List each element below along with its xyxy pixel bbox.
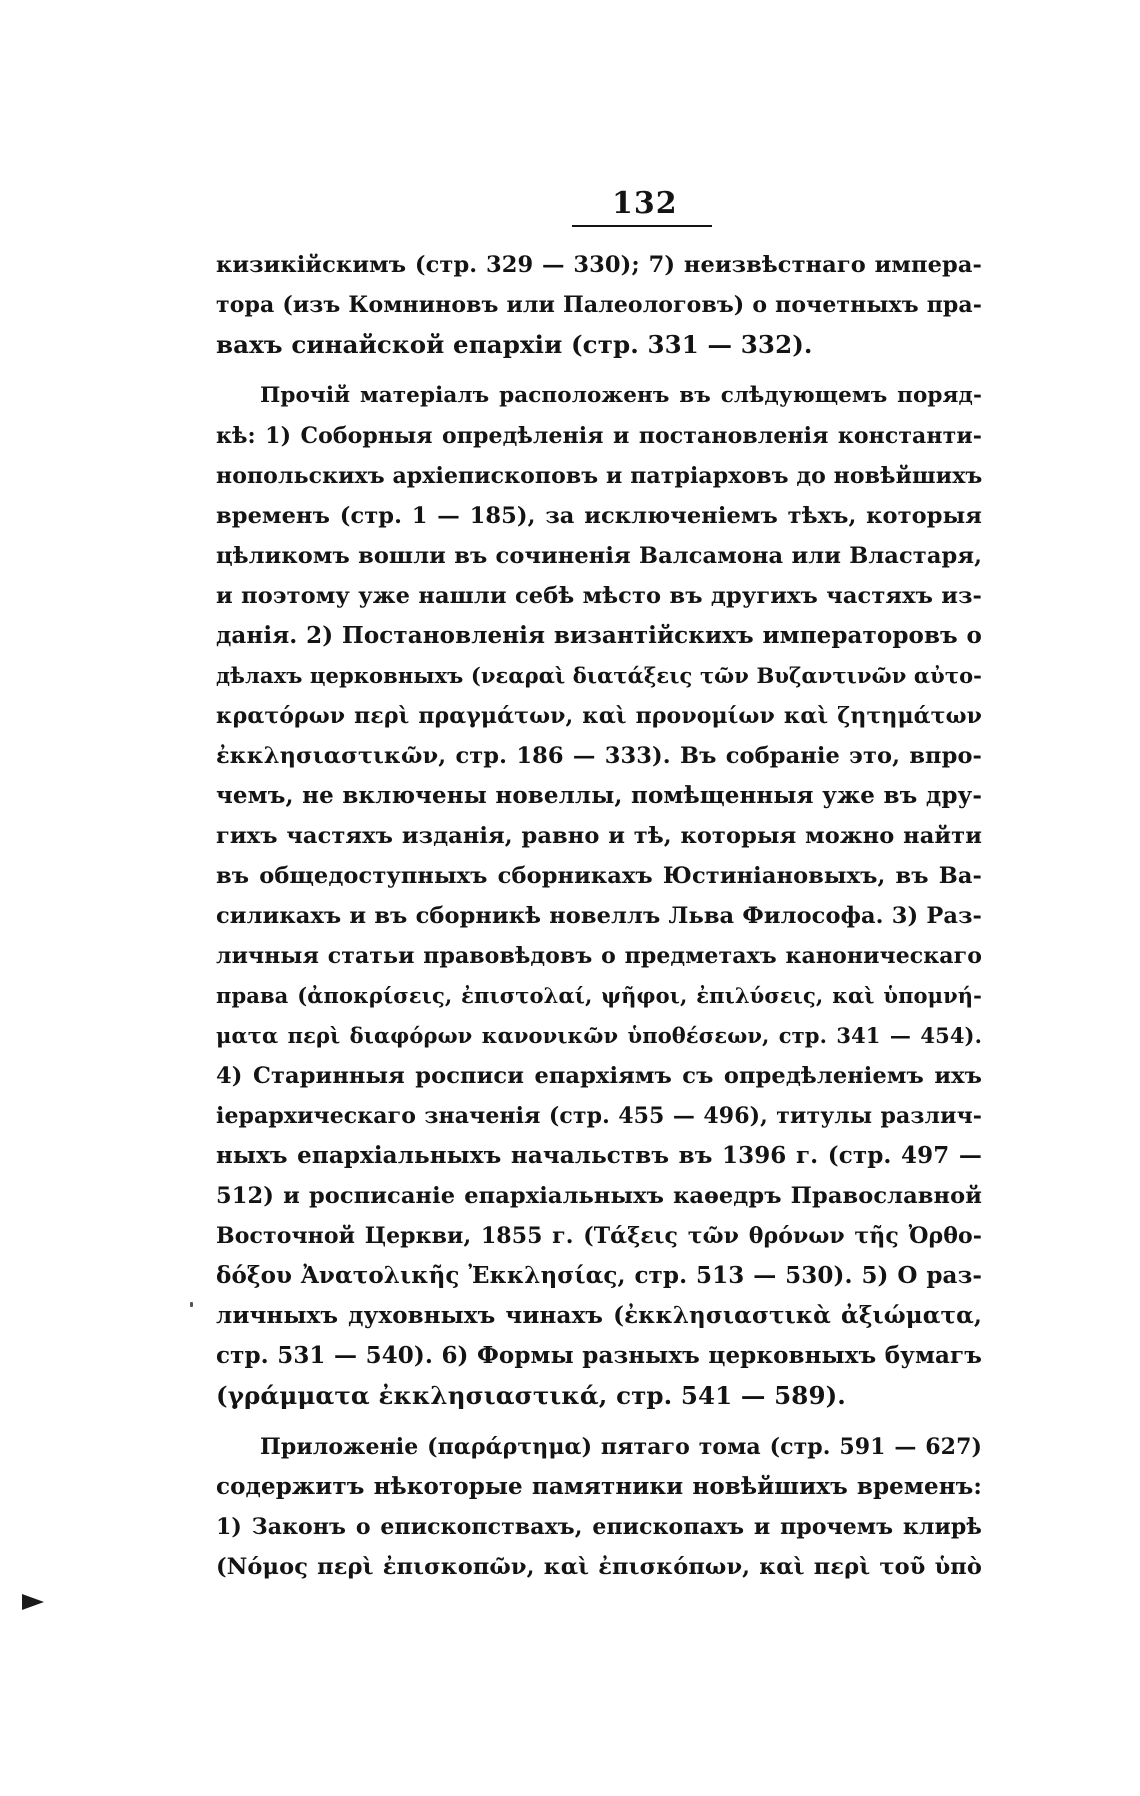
text-line: данія. 2) Постановленія византійскихъ императоровъ о xyxy=(216,622,982,649)
paragraph-gap xyxy=(216,1416,982,1427)
text-line: личныя статьи правовѣдовъ о предметахъ каноническаго xyxy=(216,943,982,969)
text-line: кѣ: 1) Соборныя опредѣленія и постановленія константи- xyxy=(216,423,982,449)
text-line: Прочій матеріалъ расположенъ въ слѣдующемъ поряд- xyxy=(260,383,982,408)
text-line: цѣликомъ вошли въ сочиненія Валсамона или Властаря, xyxy=(216,543,982,569)
text-line: стр. 531 — 540). 6) Формы разныхъ церковныхъ бумагъ xyxy=(216,1342,982,1369)
header-rule xyxy=(572,225,712,227)
text-line: содержитъ нѣкоторые памятники новѣйшихъ временъ: xyxy=(216,1473,982,1500)
text-line: нопольскихъ архіепископовъ и патріарховъ до новѣйшихъ xyxy=(216,463,982,489)
text-line: тора (изъ Комниновъ или Палеологовъ) о почетныхъ пра- xyxy=(216,292,982,318)
text-line: дѣлахъ церковныхъ (νεαραὶ διατάξεις τῶν Βυζαντινῶν αὐτο- xyxy=(216,663,982,688)
text-line: κρατόρων περὶ πραγμάτων, καὶ προνομίων καὶ ζητημάτων xyxy=(216,703,982,729)
text-line: временъ (стр. 1 — 185), за исключеніемъ тѣхъ, которыя xyxy=(216,503,982,529)
page-number: 132 xyxy=(612,186,678,221)
text-line: вахъ синайской епархіи (стр. 331 — 332). xyxy=(216,330,813,359)
text-line: чемъ, не включены новеллы, помѣщенныя уже въ дру- xyxy=(216,782,982,809)
text-line: δόξου Ἀνατολικῆς Ἐκκλησίας, стр. 513 — 530). 5) О раз- xyxy=(216,1262,982,1289)
text-line: 1) Законъ о епископствахъ, епископахъ и прочемъ клирѣ xyxy=(216,1514,982,1540)
paragraph-2 xyxy=(216,376,982,1416)
text-line: 4) Старинныя росписи епархіямъ съ опредѣленіемъ ихъ xyxy=(216,1063,982,1089)
text-line: Приложеніе (παράρτημα) пятаго тома (стр. 591 — 627) xyxy=(260,1434,982,1460)
print-speck xyxy=(190,1302,193,1307)
text-line: ματα περὶ διαφόρων κανονικῶν ὑποθέσεων, стр. 341 — 454). xyxy=(216,1023,982,1048)
text-line: (Νόμος περὶ ἐπισκοπῶν, καὶ ἐπισκόπων, καὶ περὶ τοῦ ὑπὸ xyxy=(216,1554,982,1580)
text-line: въ общедоступныхъ сборникахъ Юстиніановыхъ, въ Ва- xyxy=(216,863,982,889)
text-line: ἐκκλησιαστικῶν, стр. 186 — 333). Въ собраніе это, впро- xyxy=(216,743,982,769)
text-line: и поэтому уже нашли себѣ мѣсто въ другихъ частяхъ из- xyxy=(216,583,982,609)
text-line: іерархическаго значенія (стр. 455 — 496), титулы различ- xyxy=(216,1103,982,1129)
text-line: личныхъ духовныхъ чинахъ (ἐκκλησιαστικὰ ἀξιώματα, xyxy=(216,1302,982,1329)
text-line: ныхъ епархіальныхъ начальствъ въ 1396 г. (стр. 497 — xyxy=(216,1142,982,1169)
text-line: кизикійскимъ (стр. 329 — 330); 7) неизвѣстнаго импера- xyxy=(216,252,982,278)
paragraph-1 xyxy=(216,245,982,365)
body-text xyxy=(216,245,982,1587)
paragraph-3 xyxy=(216,1427,982,1587)
text-line: Восточной Церкви, 1855 г. (Τάξεις τῶν θρόνων τῆς Ὀρθο- xyxy=(216,1223,982,1249)
paragraph-gap xyxy=(216,365,982,376)
text-line: (γράμματα ἐκκλησιαστικά, стр. 541 — 589). xyxy=(216,1381,846,1410)
text-line: гихъ частяхъ изданія, равно и тѣ, которыя можно найти xyxy=(216,823,982,849)
page-edge-marker-icon xyxy=(22,1594,44,1610)
text-line: права (ἀποκρίσεις, ἐπιστολαί, ψῆφοι, ἐπιλύσεις, καὶ ὑπομνή- xyxy=(216,983,982,1008)
text-line: силикахъ и въ сборникѣ новеллъ Льва Философа. 3) Раз- xyxy=(216,903,982,929)
text-line: 512) и росписаніе епархіальныхъ каѳедръ Православной xyxy=(216,1183,982,1209)
